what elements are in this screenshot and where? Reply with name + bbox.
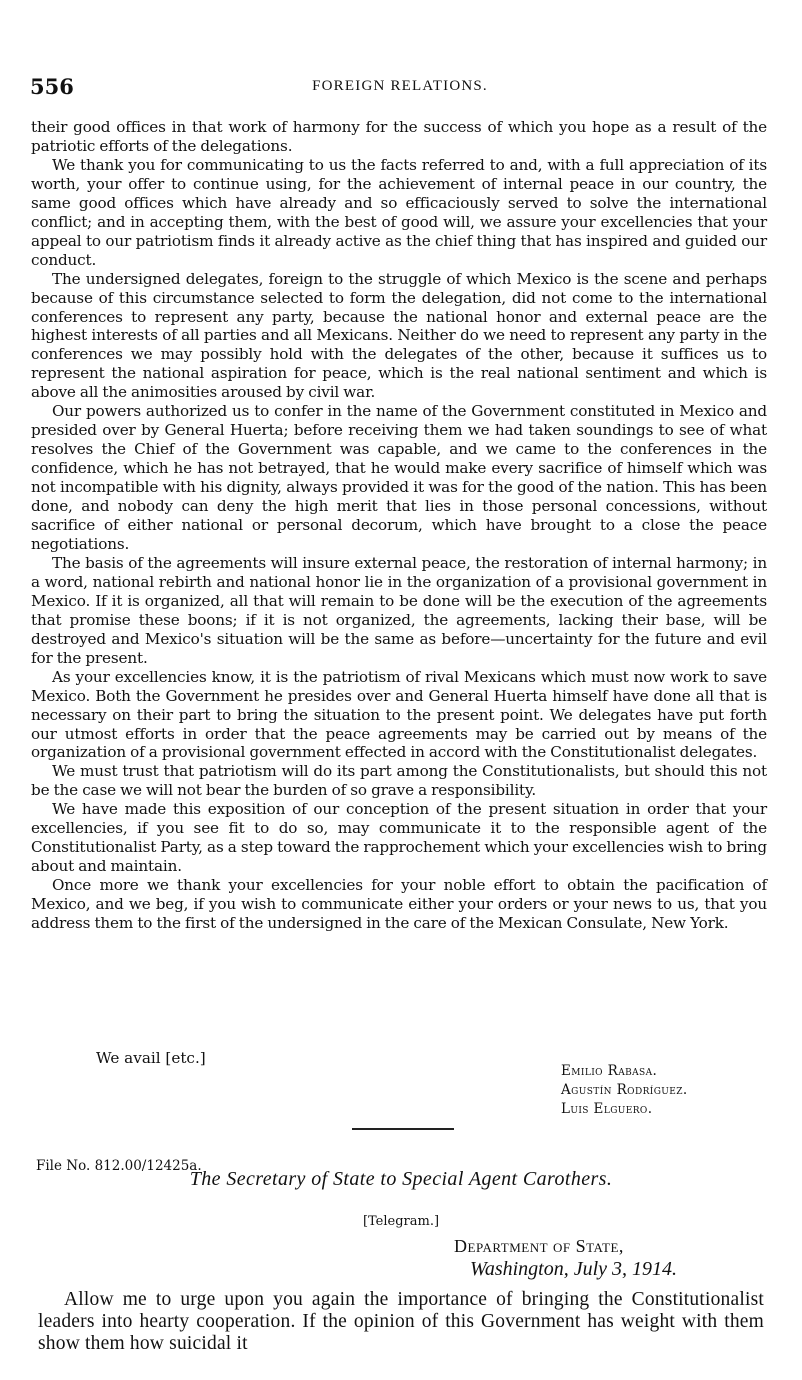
- page-number: 556: [30, 74, 74, 99]
- paragraph: Our powers authorized us to confer in the name of the Government constituted in Mexico and presided over by General Huerta; before receiving them we had taken soundings to see of what resolves the Chief of the Government was capable, and we came to the conferences in the confidence, which he has not betrayed, that he would make every sacrifice of himself which was not incompatible with his dignity, always provided it was for the good of the nation. This has been done, and nobody can deny the high merit that lies in those personal concessions, without sacrifice of either national or personal decorum, which have brought to a close the peace negotiations.: [31, 402, 767, 553]
- telegram-label: [Telegram.]: [362, 1214, 440, 1229]
- closing-line: We avail [etc.]: [96, 1049, 206, 1067]
- paragraph: We thank you for communicating to us the facts referred to and, with a full appreciation of its worth, your offer to continue using, for the achievement of internal peace in our country, the same good offices which have already and so efficaciously served to solve the international conflict; and in accepting them, with the best of good will, we assure your excellencies that your appeal to our patriotism finds it already active as the chief thing that has inspired and guided our conduct.: [31, 155, 767, 269]
- paragraph: Once more we thank your excellencies for your noble effort to obtain the pacification of Mexico, and we beg, if you wish to communicate either your orders or your news to us, that you address them to the first of the undersigned in the care of the Mexican Consulate, New York.: [31, 876, 767, 933]
- signature-block: [561, 1062, 688, 1119]
- running-title: FOREIGN RELATIONS.: [312, 78, 488, 94]
- file-number: File No. 812.00/12425a.: [36, 1158, 202, 1174]
- page-header: [30, 74, 770, 104]
- paragraph: The basis of the agreements will insure external peace, the restoration of internal harmony; in a word, national rebirth and national honor lie in the organization of a provisional government in Mexico. If it is organized, all that will remain to be done will be the execution of the agreements that promise these boons; if it is not organized, the agreements, lacking their base, will be destroyed and Mexico's situation will be the same as before—uncertainty for the future and evil for the present.: [31, 553, 767, 667]
- signer-name: Emilio Rabasa.: [561, 1063, 658, 1079]
- signer-name: Agustín Rodríguez.: [561, 1082, 688, 1098]
- place-date: Washington, July 3, 1914.: [470, 1258, 678, 1280]
- paragraph-continuation: their good offices in that work of harmony for the success of which you hope as a result of the patriotic efforts of the delegations.: [31, 118, 767, 155]
- department-heading: Department of State,: [454, 1236, 624, 1256]
- paragraph: The undersigned delegates, foreign to the struggle of which Mexico is the scene and perhaps because of this circumstance selected to form the delegation, did not come to the international conferences to represent any party, because the national honor and external peace are the highest interests of all parties and all Mexicans. Neither do we need to represent any party in the conferences we may possibly hold with the delegates of the other, because it suffices us to represent the national aspiration for peace, which is the real national sentiment and which is above all the animosities aroused by civil war.: [31, 269, 767, 402]
- paragraph: We must trust that patriotism will do its part among the Constitutionalists, but should this not be the case we will not bear the burden of so grave a responsibility.: [31, 762, 767, 800]
- telegram-body: Allow me to urge upon you again the importance of bringing the Constitutionalist leaders into hearty cooperation. If the opinion of this Government has weight with them show them how suicidal it: [38, 1289, 764, 1354]
- signer-name: Luis Elguero.: [561, 1101, 653, 1117]
- section-divider: [352, 1128, 454, 1130]
- paragraph: We have made this exposition of our conception of the present situation in order that your excellencies, if you see fit to do so, may communicate it to the responsible agent of the Constitutionalist Party, as a step toward the rapprochement which your excellencies wish to bring about and maintain.: [31, 800, 767, 876]
- paragraph: As your excellencies know, it is the patriotism of rival Mexicans which must now work to save Mexico. Both the Government he presides over and General Huerta himself have done all that is necessary on their part to bring the situation to the present point. We delegates have put forth our utmost efforts in order that the peace agreements may be carried out by means of the organization of a provisional government effected in accord with the Constitutionalist delegates.: [31, 667, 767, 762]
- document-title: The Secretary of State to Special Agent Carothers.: [189, 1168, 613, 1190]
- letter-body: [31, 118, 767, 933]
